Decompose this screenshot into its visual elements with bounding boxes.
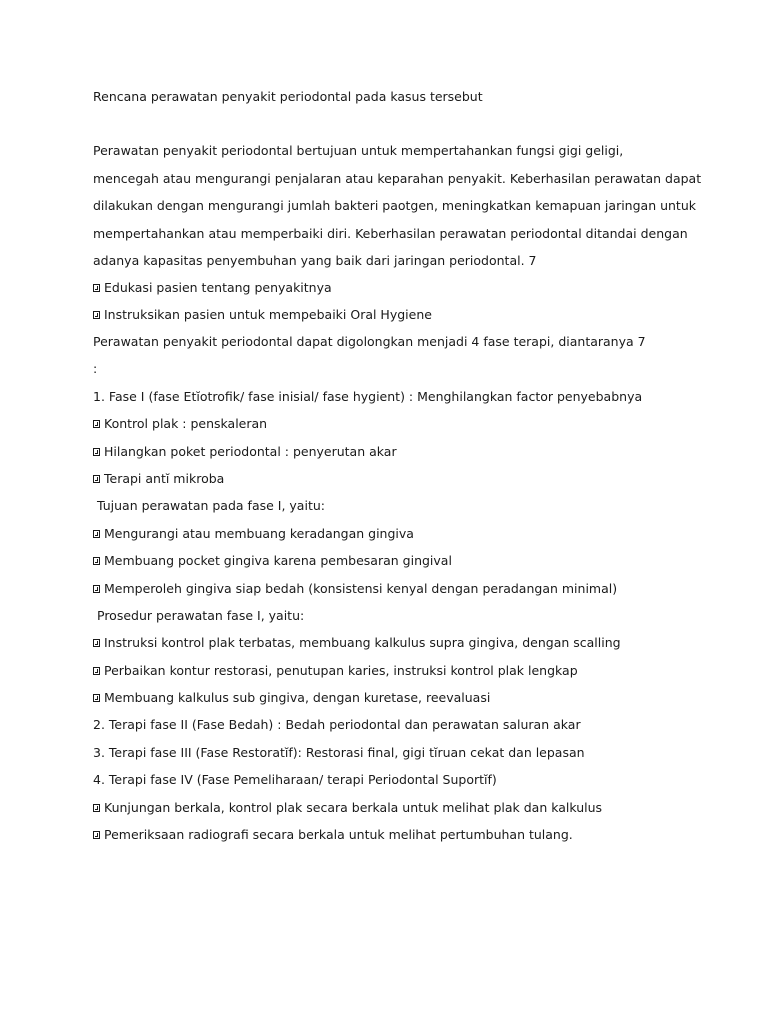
checkbox-glyph-icon: [93, 694, 100, 702]
bullet-text: Perbaikan kontur restorasi, penutupan karies, instruksi kontrol plak lengkap: [104, 663, 578, 678]
checkbox-glyph-icon: [93, 557, 100, 565]
bullet-item: [93, 526, 728, 542]
phase1-goals-title: Tujuan perawatan pada fase I, yaitu:: [97, 498, 325, 513]
bullet-text: Memperoleh gingiva siap bedah (konsistensi kenyal dengan peradangan minimal): [104, 581, 618, 596]
bullet-text: Membuang kalkulus sub gingiva, dengan kuretase, reevaluasi: [104, 690, 491, 705]
bullet-text: Instruksikan pasien untuk mempebaiki Oral Hygiene: [104, 307, 432, 322]
bullet-text: Mengurangi atau membuang keradangan gingiva: [104, 526, 414, 541]
checkbox-glyph-icon: [93, 831, 100, 839]
document-heading: Rencana perawatan penyakit periodontal pada kasus tersebut: [93, 89, 483, 104]
phase1-procedure-title: Prosedur perawatan fase I, yaitu:: [97, 608, 305, 623]
checkbox-glyph-icon: [93, 667, 100, 675]
paragraph-line: adanya kapasitas penyembuhan yang baik dari jaringan periodontal. 7: [93, 253, 537, 268]
bullet-item: [93, 581, 728, 597]
bullet-item: [93, 800, 728, 816]
bullet-text: Terapi antĭ mikroba: [104, 471, 225, 486]
bullet-text: Kontrol plak : penskaleran: [104, 416, 268, 431]
paragraph-line: mencegah atau mengurangi penjalaran atau keparahan penyakit. Keberhasilan perawatan dapat: [93, 171, 702, 186]
bullet-item: [93, 690, 728, 706]
phases-intro: Perawatan penyakit periodontal dapat digolongkan menjadi 4 fase terapi, diantaranya 7: [93, 334, 646, 349]
phase2-line: 2. Terapi fase II (Fase Bedah) : Bedah periodontal dan perawatan saluran akar: [93, 717, 581, 732]
bullet-text: Hilangkan poket periodontal : penyerutan akar: [104, 444, 397, 459]
bullet-item: [93, 444, 728, 460]
checkbox-glyph-icon: [93, 284, 100, 292]
bullet-item: [93, 663, 728, 679]
phases-intro-colon: :: [93, 361, 98, 376]
checkbox-glyph-icon: [93, 420, 100, 428]
bullet-item: [93, 827, 728, 843]
paragraph-line: Perawatan penyakit periodontal bertujuan untuk mempertahankan fungsi gigi geligi,: [93, 143, 624, 158]
checkbox-glyph-icon: [93, 585, 100, 593]
bullet-text: Edukasi pasien tentang penyakitnya: [104, 280, 332, 295]
bullet-item: [93, 280, 728, 296]
bullet-item: [93, 416, 728, 432]
checkbox-glyph-icon: [93, 804, 100, 812]
checkbox-glyph-icon: [93, 311, 100, 319]
phase4-line: 4. Terapi fase IV (Fase Pemeliharaan/ terapi Periodontal Suportĭf): [93, 772, 497, 787]
checkbox-glyph-icon: [93, 475, 100, 483]
checkbox-glyph-icon: [93, 530, 100, 538]
phase3-line: 3. Terapi fase III (Fase Restoratĭf): Restorasi final, gigi tĭruan cekat dan lepasan: [93, 745, 585, 760]
paragraph-line: mempertahankan atau memperbaiki diri. Keberhasilan perawatan periodontal ditandai dengan: [93, 226, 688, 241]
bullet-text: Pemeriksaan radiografi secara berkala untuk melihat pertumbuhan tulang.: [104, 827, 573, 842]
bullet-item: [93, 553, 728, 569]
bullet-text: Kunjungan berkala, kontrol plak secara berkala untuk melihat plak dan kalkulus: [104, 800, 603, 815]
phase1-title: 1. Fase I (fase Etĭotrofik/ fase inisial/ fase hygient) : Menghilangkan factor penyebabnya: [93, 389, 643, 404]
bullet-item: [93, 471, 728, 487]
checkbox-glyph-icon: [93, 639, 100, 647]
bullet-item: [93, 307, 728, 323]
paragraph-line: dilakukan dengan mengurangi jumlah bakteri paotgen, meningkatkan kemapuan jaringan untuk: [93, 198, 696, 213]
checkbox-glyph-icon: [93, 448, 100, 456]
bullet-item: [93, 635, 728, 651]
bullet-text: Membuang pocket gingiva karena pembesaran gingival: [104, 553, 452, 568]
bullet-text: Instruksi kontrol plak terbatas, membuang kalkulus supra gingiva, dengan scalling: [104, 635, 621, 650]
